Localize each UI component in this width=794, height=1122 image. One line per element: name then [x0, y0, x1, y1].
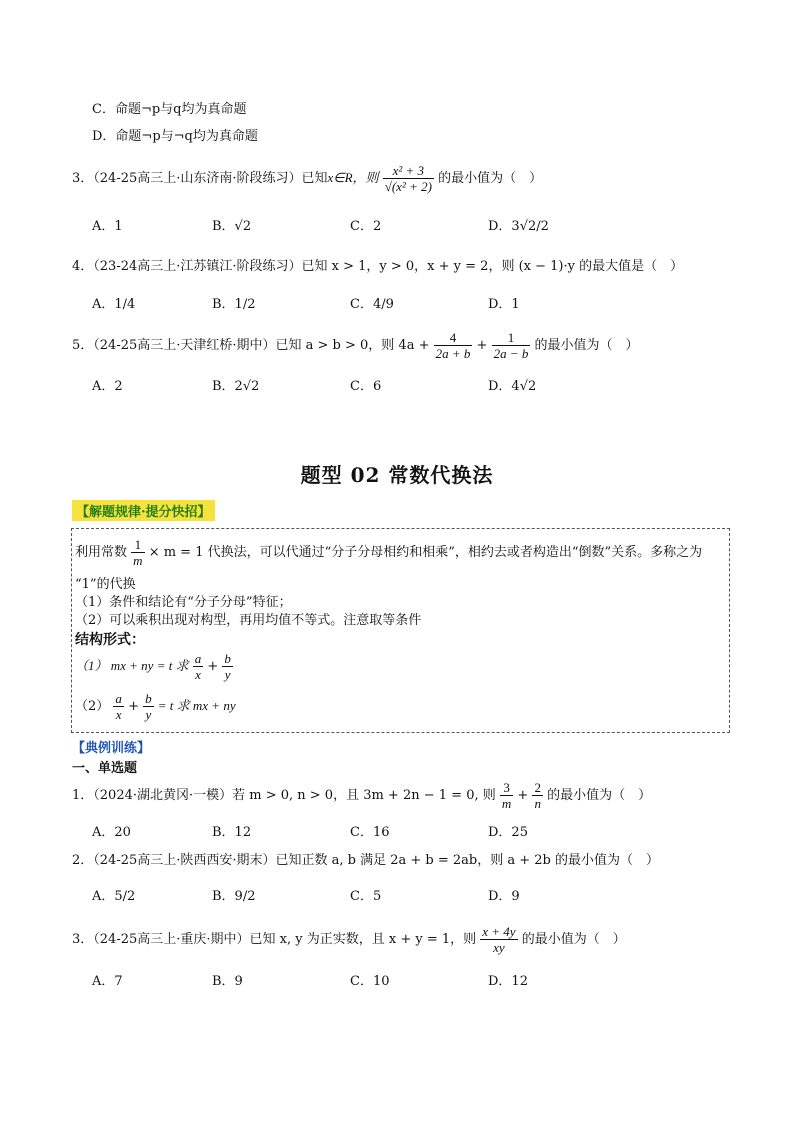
e3-option-c[interactable]: C．10 — [350, 974, 390, 989]
e1-f2-den: n — [534, 796, 541, 811]
q3-stem-post: 的最小值为（ ） — [438, 171, 543, 186]
tips-tag: 【解题规律·提分快招】 — [72, 500, 215, 521]
form2-frac-b — [143, 691, 154, 722]
q3-fraction — [383, 163, 434, 194]
q3-frac-num: x² + 3 — [383, 163, 434, 179]
method-frac-den: m — [133, 553, 143, 568]
q3-option-c[interactable]: C．2 — [350, 219, 382, 234]
q3-option-a[interactable]: A．1 — [92, 219, 123, 234]
form2-plus: + — [128, 699, 139, 714]
question-4-stem: 4．（23-24高三上·江苏镇江·阶段练习）已知 x > 1，y > 0，x + y = 2，则 (x − 1)·y 的最大值是（ ） — [72, 259, 684, 274]
example-1-stem — [72, 780, 651, 811]
q5-f2-num: 1 — [492, 330, 531, 346]
e3-frac-den: xy — [493, 940, 505, 955]
method-line1-pre: 利用常数 — [75, 545, 128, 560]
method-line1-frac — [131, 537, 144, 568]
method-line-1 — [75, 537, 702, 568]
e1-frac-2 — [532, 780, 543, 811]
form1-frac-a — [193, 651, 204, 682]
form2-pre: （2） — [75, 699, 110, 714]
q4-option-c[interactable]: C．4/9 — [350, 297, 394, 312]
q5-option-b[interactable]: B．2√2 — [212, 379, 260, 394]
single-choice-heading: 一、单选题 — [72, 761, 138, 776]
q5-stem-pre: 5．（24-25高三上·天津红桥·期中）已知 a > b > 0，则 4a + — [72, 338, 430, 353]
method-line1-post: × m = 1 代换法，可以代通过“分子分母相约和相乘”，相约去或者构造出“倒数”关系。多称之为 — [148, 545, 703, 560]
form1-y: y — [224, 667, 231, 682]
option-c-prev: C．命题¬p与q均为真命题 — [92, 102, 247, 117]
form2-x: x — [115, 707, 122, 722]
e1-stem-post: 的最小值为（ ） — [547, 788, 652, 803]
e1-option-d[interactable]: D．25 — [488, 825, 528, 840]
form1-pre: （1） mx + ny = t 求 — [75, 658, 189, 673]
q3-option-d[interactable]: D．3√2/2 — [488, 219, 549, 234]
e3-stem-post: 的最小值为（ ） — [521, 932, 626, 947]
form1-x: x — [195, 667, 201, 682]
q5-options — [0, 375, 794, 399]
form2-a: a — [115, 691, 122, 706]
form1-b: b — [224, 651, 231, 666]
method-line-3: （1）条件和结论有“分子分母”特征； — [75, 595, 292, 610]
method-frac-num: 1 — [131, 537, 144, 553]
e1-option-c[interactable]: C．16 — [350, 825, 390, 840]
q5-f1-num: 4 — [434, 330, 473, 346]
form1-a: a — [194, 651, 202, 666]
form1-frac-b — [222, 651, 233, 682]
e1-stem-pre: 1．（2024·湖北黄冈·一模）若 m > 0, n > 0，且 3m + 2n − 1 = 0, 则 — [72, 788, 496, 803]
e3-option-b[interactable]: B．9 — [212, 974, 243, 989]
form2-b: b — [145, 691, 152, 706]
form2-frac-a — [113, 691, 124, 722]
e1-option-a[interactable]: A．20 — [92, 825, 131, 840]
e3-option-d[interactable]: D．12 — [488, 974, 528, 989]
e3-options — [0, 970, 794, 994]
e2-option-b[interactable]: B．9/2 — [212, 889, 256, 904]
method-line-2: “1”的代换 — [75, 577, 136, 592]
q5-f1-den: 2a + b — [435, 346, 471, 361]
e3-option-a[interactable]: A．7 — [92, 974, 123, 989]
e1-f2-num: 2 — [534, 780, 541, 795]
q3-stem-pre: 3．（24-25高三上·山东济南·阶段练习）已知 — [72, 171, 328, 186]
q4-option-d[interactable]: D．1 — [488, 297, 520, 312]
e2-options — [0, 885, 794, 909]
e2-option-c[interactable]: C．5 — [350, 889, 382, 904]
e3-frac — [480, 924, 517, 955]
q4-option-a[interactable]: A．1/4 — [92, 297, 136, 312]
e1-f1-num: 3 — [500, 780, 513, 796]
q4-options — [0, 293, 794, 317]
q5-option-a[interactable]: A．2 — [92, 379, 123, 394]
q5-plus: + — [476, 338, 488, 353]
q5-f2-den: 2a − b — [493, 346, 529, 361]
e1-option-b[interactable]: B．12 — [212, 825, 252, 840]
examples-tag: 【典例训练】 — [72, 741, 151, 756]
form2-post: = t 求 mx + ny — [157, 698, 236, 713]
e2-option-d[interactable]: D．9 — [488, 889, 520, 904]
q5-fraction-1 — [434, 330, 473, 361]
e3-stem-pre: 3．（24-25高三上·重庆·期中）已知 x, y 为正实数，且 x + y = 1，则 — [72, 932, 477, 947]
e3-frac-num: x + 4y — [482, 924, 516, 939]
section-title: 题型 02 常数代换法 — [300, 463, 494, 487]
q4-option-b[interactable]: B．1/2 — [212, 297, 256, 312]
e1-options — [0, 821, 794, 845]
q5-option-d[interactable]: D．4√2 — [488, 379, 537, 394]
structure-form-1 — [75, 651, 233, 682]
e1-plus: + — [517, 788, 529, 803]
example-2-stem: 2．（24-25高三上·陕西西安·期末）已知正数 a, b 满足 2a + b = 2ab，则 a + 2b 的最小值为（ ） — [72, 853, 660, 868]
e1-frac-1 — [500, 780, 513, 811]
q3-option-b[interactable]: B．√2 — [212, 219, 252, 234]
question-3-stem — [72, 163, 542, 194]
question-5-stem — [72, 330, 639, 361]
q5-fraction-2 — [492, 330, 531, 361]
method-line-4: （2）可以乘积出现对构型，再用均值不等式。注意取等条件 — [75, 613, 422, 628]
q3-frac-den: √(x² + 2) — [384, 179, 432, 194]
e1-f1-den: m — [501, 796, 512, 811]
q5-stem-post: 的最小值为（ ） — [534, 338, 639, 353]
e2-option-a[interactable]: A．5/2 — [92, 889, 136, 904]
q3-options — [0, 215, 794, 239]
form2-y: y — [145, 707, 152, 722]
q5-option-c[interactable]: C．6 — [350, 379, 382, 394]
method-box — [71, 528, 730, 733]
option-d-prev: D．命题¬p与¬q均为真命题 — [92, 129, 258, 144]
form1-plus: + — [207, 659, 219, 674]
q3-stem-mid: x∈R，则 — [327, 170, 379, 185]
structure-label: 结构形式： — [75, 632, 145, 648]
structure-form-2 — [75, 691, 236, 722]
example-3-stem — [72, 924, 626, 955]
